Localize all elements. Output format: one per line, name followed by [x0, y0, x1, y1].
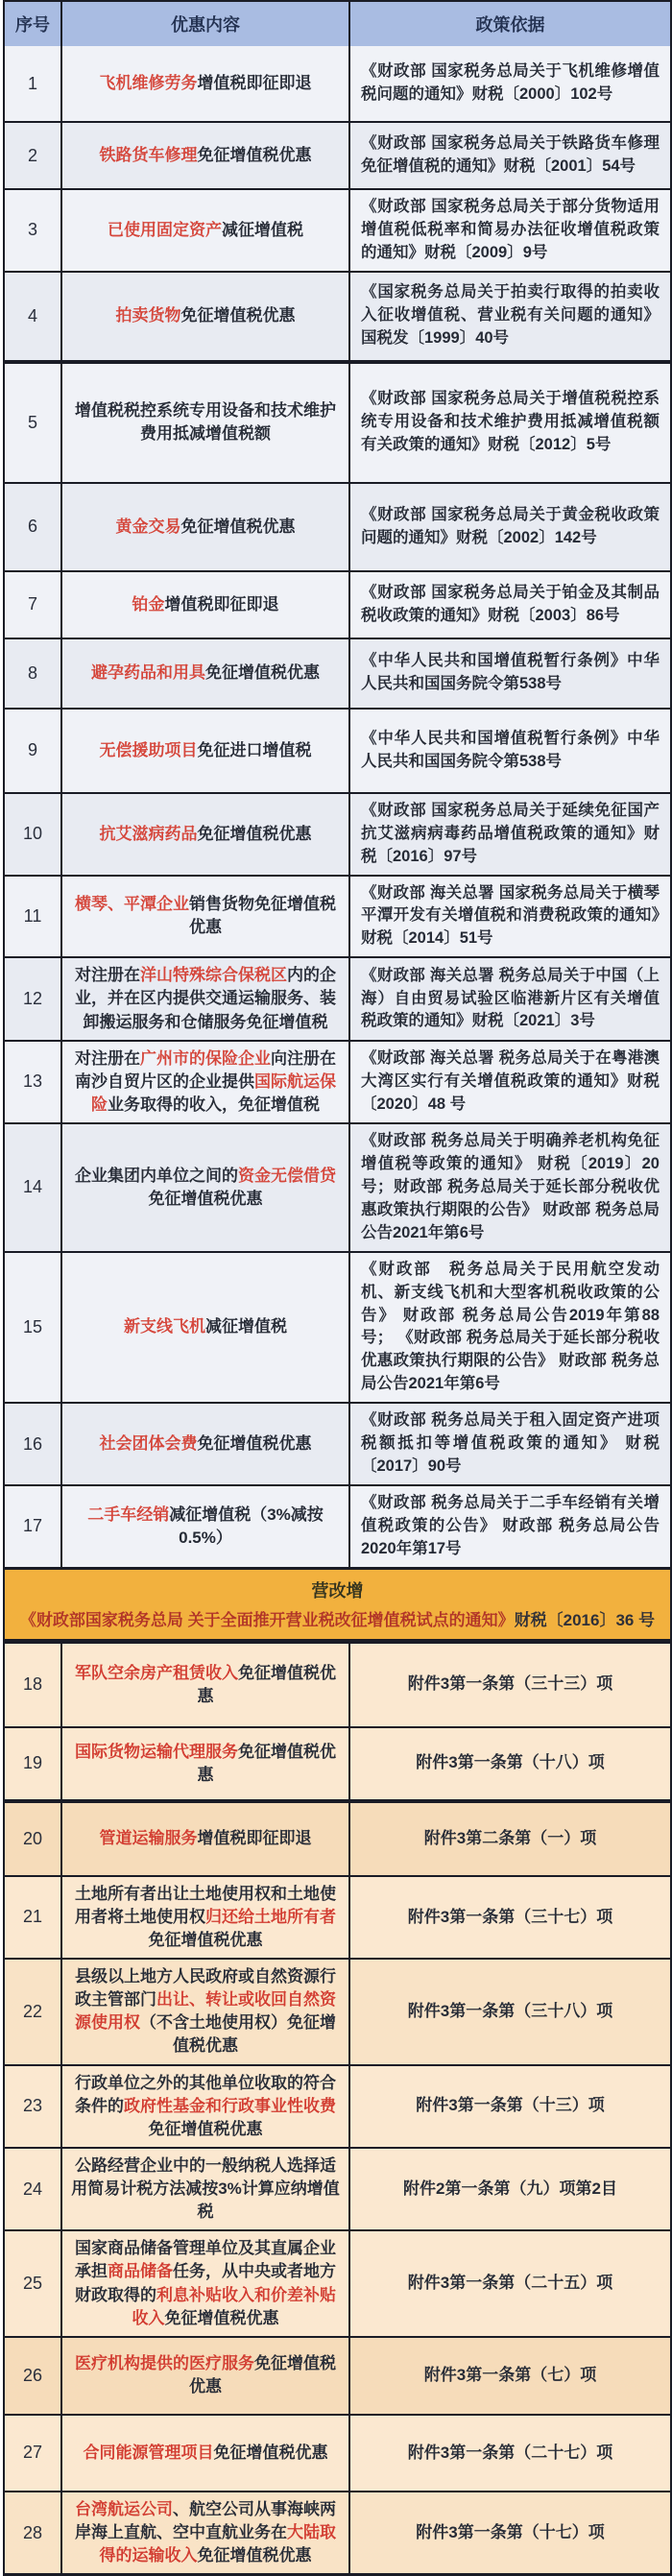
benefit-cell [60, 2149, 348, 2229]
benefit-cell [60, 710, 348, 792]
policy-basis-text: 《国家税务总局关于拍卖行取得的拍卖收入征收增值税、营业税有关问题的通知》国税发〔1999〕40号 [361, 283, 660, 348]
benefit-keyword-highlight: 飞机维修劳务 [99, 73, 198, 92]
benefit-keyword-highlight: 避孕药品和用具 [91, 663, 205, 683]
benefit-keyword-highlight: 横琴、平潭企业 [75, 895, 189, 914]
table-row [5, 46, 670, 121]
policy-basis-text: 《财政部 国家税务总局关于增值税税控系统专用设备和技术维护费用抵减增值税额有关政策的通知》财税〔2012〕5号 [361, 390, 660, 454]
benefit-keyword-highlight: 出让、转让或收回自然资源使用权 [75, 1990, 336, 2033]
benefit-text-segment: 增值税税控系统专用设备和技术维护费用抵减增值税额 [75, 401, 336, 444]
benefit-text [91, 662, 320, 685]
benefit-text-segment: 免征增值税优惠 [197, 145, 312, 164]
col-header-no: 序号 [15, 15, 50, 35]
policy-basis-cell [348, 1644, 670, 1726]
benefit-text-segment: 免征增值税优惠 [197, 2546, 312, 2565]
row-number: 26 [22, 2365, 43, 2385]
table-row [5, 360, 670, 482]
benefit-text [100, 144, 312, 167]
benefit-keyword-highlight: 二手车经销 [87, 1505, 170, 1524]
benefit-text-segment: 业务取得的收入，免征增值税 [108, 1095, 320, 1114]
benefit-text-segment: （不含土地使用权）免征增值税优惠 [140, 2013, 336, 2056]
benefit-text-segment: 免征增值税优惠 [197, 824, 312, 843]
benefit-text-segment: 、航空公司从事海峡两岸海上直航、空中直航业务在 [75, 2499, 336, 2541]
benefit-cell [60, 2492, 348, 2573]
row-number: 1 [27, 73, 37, 93]
benefit-text-segment: 增值税即征即退 [164, 594, 279, 614]
row-number: 12 [22, 988, 43, 1008]
benefit-text-segment: 减征增值税（3%减按0.5%） [169, 1505, 324, 1547]
policy-basis-cell [348, 273, 670, 360]
benefit-cell [60, 190, 348, 271]
benefit-keyword-highlight: 军队空余房产租赁收入 [75, 1663, 238, 1682]
table-row [5, 875, 670, 957]
row-number: 24 [22, 2179, 43, 2199]
benefit-cell [60, 877, 348, 957]
benefit-text-segment: 免征增值税优惠 [180, 517, 296, 536]
row-number: 15 [22, 1316, 43, 1336]
policy-basis-text: 附件3第一条第（十八）项 [416, 1753, 605, 1772]
policy-basis-text: 《财政部 税务总局关于租入固定资产进项税额抵扣等增值税政策的通知》 财税〔2017〕90号 [361, 1411, 660, 1476]
benefit-text [84, 2442, 328, 2465]
policy-basis-text: 附件3第二条第（一）项 [423, 1828, 597, 1847]
table-row [5, 2414, 670, 2491]
row-number: 23 [22, 2096, 43, 2116]
policy-basis-cell [348, 710, 670, 792]
benefit-cell [60, 2231, 348, 2336]
benefit-text-segment: 任务，从中央或者地方财政取得的 [75, 2262, 336, 2304]
benefit-text-segment: 免征增值税优惠 [180, 306, 296, 325]
band-subtitle-number: 财税〔2016〕36 号 [514, 1611, 656, 1630]
band-subtitle-document: 《财政部国家税务总局 关于全面推开营业税改征增值税试点的通知》 [19, 1611, 515, 1630]
row-number: 28 [22, 2522, 43, 2542]
benefit-cell [60, 1960, 348, 2064]
row-number: 10 [22, 824, 43, 844]
benefit-text [100, 1827, 312, 1850]
table-row [5, 482, 670, 570]
table-row [5, 792, 670, 875]
policy-basis-text: 《财政部 国家税务总局关于黄金税收政策问题的通知》财税〔2002〕142号 [361, 505, 660, 546]
benefit-text-segment: 减征增值税 [222, 220, 303, 239]
table-row [5, 1484, 670, 1567]
row-number: 14 [22, 1177, 43, 1197]
benefit-text [71, 1165, 340, 1211]
benefit-keyword-highlight: 大陆取得的运输收入 [99, 2522, 336, 2565]
policy-basis-text: 《财政部 国家税务总局关于飞机维修增值税问题的通知》财税〔2000〕102号 [361, 62, 660, 103]
benefit-text [71, 2352, 340, 2398]
benefit-keyword-highlight: 黄金交易 [115, 517, 181, 536]
row-number: 2 [27, 145, 37, 165]
benefit-text [124, 1315, 287, 1338]
table-row [5, 271, 670, 360]
benefit-text [71, 2498, 340, 2567]
policy-basis-cell [348, 190, 670, 271]
benefit-cell [60, 639, 348, 708]
benefit-text-segment: 国家商品储备管理单位及其直属企业承担 [75, 2239, 336, 2281]
benefit-text-segment: 行政单位之外的其他单位收取的符合条件的 [75, 2073, 336, 2115]
benefit-text-segment: 土地所有者出让土地使用权和土地使用者将土地使用权 [75, 1884, 336, 1926]
policy-basis-cell [348, 2492, 670, 2573]
row-number: 19 [22, 1753, 43, 1773]
table-row [5, 1122, 670, 1251]
policy-basis-text: 附件3第一条第（三十七）项 [407, 1907, 613, 1926]
policy-basis-cell [348, 794, 670, 875]
benefit-cell [60, 364, 348, 482]
row-number: 16 [22, 1433, 43, 1454]
benefit-text [71, 893, 340, 939]
policy-basis-text: 《财政部 税务总局关于二手车经销有关增值税政策的公告》 财政部 税务总局公告2020年第17号 [361, 1493, 660, 1557]
benefit-keyword-highlight: 管道运输服务 [99, 1829, 198, 1848]
table-row [5, 1251, 670, 1403]
policy-basis-cell [348, 2338, 670, 2414]
band-title: 营改增 [311, 1581, 364, 1601]
table-row [5, 708, 670, 792]
benefit-text [132, 593, 279, 616]
benefit-keyword-highlight: 洋山特殊综合保税区 [140, 966, 287, 985]
policy-basis-text: 附件2第一条第（九）项第2目 [403, 2179, 617, 2198]
row-number: 27 [22, 2443, 43, 2463]
policy-basis-text: 附件3第一条第（二十七）项 [407, 2443, 613, 2462]
benefit-text [71, 1047, 340, 1117]
benefit-text [100, 72, 312, 95]
policy-basis-text: 附件3第一条第（十三）项 [416, 2096, 605, 2115]
benefit-cell [60, 123, 348, 188]
table-row [5, 570, 670, 638]
table-row [5, 1875, 670, 1958]
policy-basis-cell [348, 958, 670, 1039]
benefit-cell [60, 273, 348, 360]
col-header-basis: 政策依据 [348, 2, 670, 46]
benefit-text-segment: 免征增值税优惠 [148, 1189, 263, 1208]
benefit-text-segment: 增值税即征即退 [197, 1829, 312, 1848]
benefit-text [100, 739, 312, 762]
benefit-text-segment: 减征增值税 [205, 1317, 287, 1336]
policy-basis-cell [348, 2149, 670, 2229]
benefit-text-segment: 对注册在 [75, 1048, 140, 1068]
policy-basis-text: 《财政部 海关总署 税务总局关于在粤港澳大湾区实行有关增值税政策的通知》财税〔2020〕48 号 [361, 1048, 660, 1113]
row-number: 8 [27, 662, 37, 683]
policy-basis-text: 《财政部 国家税务总局关于延续免征国产抗艾滋病病毒药品增值税政策的通知》财税〔2016〕97号 [361, 801, 660, 865]
benefit-text-segment: 免征增值税优惠 [213, 2443, 328, 2462]
policy-basis-cell [348, 1960, 670, 2064]
table-row [5, 2147, 670, 2229]
benefit-text [116, 516, 296, 539]
table-row [5, 1726, 670, 1799]
benefit-text-segment: 免征增值税优惠 [148, 1930, 263, 1949]
benefit-text-segment: 免征进口增值税 [197, 740, 312, 759]
policy-basis-text: 《中华人民共和国增值税暂行条例》中华人民共和国国务院令第538号 [361, 729, 660, 770]
benefit-text [71, 2237, 340, 2330]
benefit-cell [60, 1486, 348, 1567]
benefit-cell [60, 1124, 348, 1251]
benefit-text [71, 1741, 340, 1787]
policy-basis-cell [348, 1486, 670, 1567]
benefit-keyword-highlight: 国际货物运输代理服务 [75, 1742, 238, 1761]
benefit-keyword-highlight: 新支线飞机 [124, 1317, 205, 1336]
table-row [5, 188, 670, 271]
benefit-text [71, 964, 340, 1033]
row-number: 11 [23, 905, 42, 926]
benefit-cell [60, 1644, 348, 1726]
row-number: 9 [27, 740, 37, 760]
benefit-keyword-highlight: 商品储备 [108, 2262, 173, 2281]
benefit-keyword-highlight: 无偿援助项目 [99, 740, 198, 759]
benefit-text [108, 219, 303, 242]
benefit-text-segment: 免征增值税优惠 [164, 2308, 279, 2327]
benefit-text [71, 1662, 340, 1708]
benefit-keyword-highlight: 台湾航运公司 [75, 2499, 173, 2518]
benefit-text [71, 1883, 340, 1952]
benefit-keyword-highlight: 合同能源管理项目 [83, 2443, 214, 2462]
benefit-keyword-highlight: 铁路货车修理 [99, 145, 198, 164]
policy-basis-text: 附件3第一条第（三十八）项 [407, 2002, 613, 2021]
benefit-text-segment: 增值税即征即退 [197, 73, 312, 92]
table-row [5, 1040, 670, 1122]
table-row [5, 2491, 670, 2573]
benefit-keyword-highlight: 抗艾滋病药品 [99, 824, 198, 843]
benefit-text-segment: 免征增值税优惠 [189, 2354, 336, 2396]
benefit-keyword-highlight: 拍卖货物 [115, 306, 181, 325]
vat-preferential-policy-table [3, 0, 672, 2576]
row-number: 17 [22, 1516, 43, 1536]
row-number: 21 [22, 1907, 43, 1927]
policy-basis-cell [348, 1124, 670, 1251]
benefit-text [71, 2155, 340, 2224]
policy-basis-cell [348, 123, 670, 188]
benefit-keyword-highlight: 利息补贴收入和价差补贴收入 [132, 2285, 336, 2327]
benefit-text-segment: 免征增值税优惠 [197, 1663, 336, 1705]
benefit-cell [60, 2066, 348, 2147]
benefit-text-segment: 公路经营企业中的一般纳税人选择适用简易计税方法减按3%计算应纳增值税 [71, 2155, 340, 2222]
row-number: 18 [22, 1674, 43, 1695]
benefit-cell [60, 958, 348, 1039]
policy-basis-text: 《财政部 税务总局关于民用航空发动机、新支线飞机和大型客机税收政策的公告》 财政部 税务总局公告2019年第88号； 《财政部 税务总局关于延长部分税收优惠政策执行期限的公告》 财政部 税务总局公告2021年第6号 [361, 1260, 660, 1393]
benefit-text-segment: 县级以上地方人民政府或自然资源行政主管部门 [75, 1967, 336, 2010]
yinggaizeng-rows-section [5, 1642, 670, 2574]
yinggaizeng-section-band [5, 1567, 670, 1642]
benefit-text-segment: 免征增值税优惠 [148, 2119, 263, 2138]
policy-basis-text: 《财政部 国家税务总局关于部分货物适用增值税低税率和简易办法征收增值税政策的通知》财税〔2009〕9号 [361, 198, 660, 261]
benefit-text-segment: 内的企业，并在区内提供交通运输服务、装卸搬运服务和仓储服务免征增值税 [75, 966, 336, 1031]
policy-basis-text: 附件3第一条第（三十三）项 [407, 1674, 613, 1694]
policy-basis-cell [348, 1803, 670, 1875]
benefit-text [100, 823, 312, 846]
policy-basis-cell [348, 1877, 670, 1958]
table-row [5, 1402, 670, 1484]
benefit-text [71, 1965, 340, 2058]
policy-basis-text: 《财政部 海关总署 税务总局关于中国（上海）自由贸易试验区临港新片区有关增值税政策的通知》财税〔2021〕3号 [361, 966, 660, 1030]
benefit-cell [60, 572, 348, 638]
policy-basis-cell [348, 364, 670, 482]
policy-basis-cell [348, 1728, 670, 1799]
benefit-cell [60, 2338, 348, 2414]
table-header [5, 2, 670, 46]
policy-basis-text: 《财政部 国家税务总局关于铁路货车修理免征增值税的通知》财税〔2001〕54号 [361, 134, 660, 175]
benefit-keyword-highlight: 归还给土地所有者 [205, 1907, 336, 1926]
policy-basis-text: 《财政部 国家税务总局关于铂金及其制品税收政策的通知》财税〔2003〕86号 [361, 583, 660, 624]
row-number: 4 [27, 305, 37, 325]
benefit-cell [60, 1877, 348, 1958]
benefit-text [116, 304, 296, 327]
policy-basis-cell [348, 484, 670, 570]
table-row [5, 2229, 670, 2336]
table-row [5, 2064, 670, 2147]
table-row [5, 956, 670, 1039]
row-number: 20 [22, 1828, 43, 1848]
benefit-cell [60, 2416, 348, 2491]
col-header-benefit: 优惠内容 [60, 2, 348, 46]
policy-basis-cell [348, 572, 670, 638]
benefit-keyword-highlight: 国际航运保险 [91, 1071, 336, 1114]
table-row [5, 1799, 670, 1875]
row-number: 13 [22, 1071, 43, 1092]
policy-basis-cell [348, 2416, 670, 2491]
benefit-text-segment: 免征增值税优惠 [197, 1434, 312, 1453]
benefit-text-segment: 销售货物免征增值税优惠 [189, 895, 336, 937]
benefit-cell [60, 794, 348, 875]
benefit-text [71, 1504, 340, 1550]
policy-basis-text: 附件3第一条第（二十五）项 [407, 2274, 613, 2293]
benefit-keyword-highlight: 资金无偿借贷 [238, 1166, 336, 1185]
policy-basis-cell [348, 877, 670, 957]
benefit-keyword-highlight: 已使用固定资产 [108, 220, 222, 239]
policy-basis-text: 附件3第一条第（十七）项 [416, 2522, 605, 2541]
benefit-text-segment: 企业集团内单位之间的 [75, 1166, 238, 1185]
policy-basis-text: 《中华人民共和国增值税暂行条例》中华人民共和国国务院令第538号 [361, 652, 660, 693]
benefit-cell [60, 1042, 348, 1122]
policy-basis-cell [348, 46, 670, 121]
table-row [5, 638, 670, 708]
row-number: 7 [27, 594, 37, 614]
benefit-keyword-highlight: 社会团体会费 [99, 1434, 198, 1453]
benefit-keyword-highlight: 广州市的保险企业 [140, 1048, 271, 1068]
benefit-cell [60, 484, 348, 570]
benefit-text-segment: 向注册在南沙自贸片区的企业提供 [75, 1048, 336, 1091]
row-number: 6 [27, 517, 37, 537]
benefit-text [100, 1432, 312, 1456]
benefit-cell [60, 1803, 348, 1875]
policy-basis-text: 附件3第一条第（七）项 [423, 2366, 597, 2385]
benefit-text [71, 2072, 340, 2141]
benefit-cell [60, 1404, 348, 1484]
row-number: 25 [22, 2274, 43, 2294]
policy-basis-cell [348, 1253, 670, 1403]
policy-basis-cell [348, 1042, 670, 1122]
benefit-text-segment: 免征增值税优惠 [197, 1742, 336, 1784]
table-row [5, 1958, 670, 2064]
benefit-text-segment: 对注册在 [75, 966, 140, 985]
benefit-cell [60, 1253, 348, 1403]
benefit-cell [60, 46, 348, 121]
table-row [5, 2336, 670, 2414]
benefit-keyword-highlight: 医疗机构提供的医疗服务 [75, 2354, 254, 2373]
row-number: 5 [27, 412, 37, 432]
benefit-keyword-highlight: 铂金 [132, 594, 165, 614]
policy-basis-cell [348, 639, 670, 708]
band-subtitle [12, 1606, 662, 1630]
benefit-text-segment: 免征增值税优惠 [205, 663, 320, 683]
row-number: 22 [22, 2001, 43, 2021]
vat-rows-section [5, 46, 670, 1567]
row-number: 3 [27, 220, 37, 240]
benefit-cell [60, 1728, 348, 1799]
policy-basis-cell [348, 2231, 670, 2336]
policy-basis-cell [348, 1404, 670, 1484]
table-row [5, 121, 670, 188]
table-row [5, 1642, 670, 1726]
benefit-text [71, 399, 340, 445]
policy-basis-text: 《财政部 海关总署 国家税务总局关于横琴平潭开发有关增值税和消费税政策的通知》财税〔2014〕51号 [361, 883, 660, 948]
benefit-keyword-highlight: 政府性基金和行政事业性收费 [124, 2096, 336, 2115]
policy-basis-cell [348, 2066, 670, 2147]
policy-basis-text: 《财政部 税务总局关于明确养老机构免征增值税等政策的通知》 财税〔2019〕20号；财政部 税务总局关于延长部分税收优惠政策执行期限的公告》 财政部 税务总局公告2021年第6号 [361, 1132, 660, 1241]
